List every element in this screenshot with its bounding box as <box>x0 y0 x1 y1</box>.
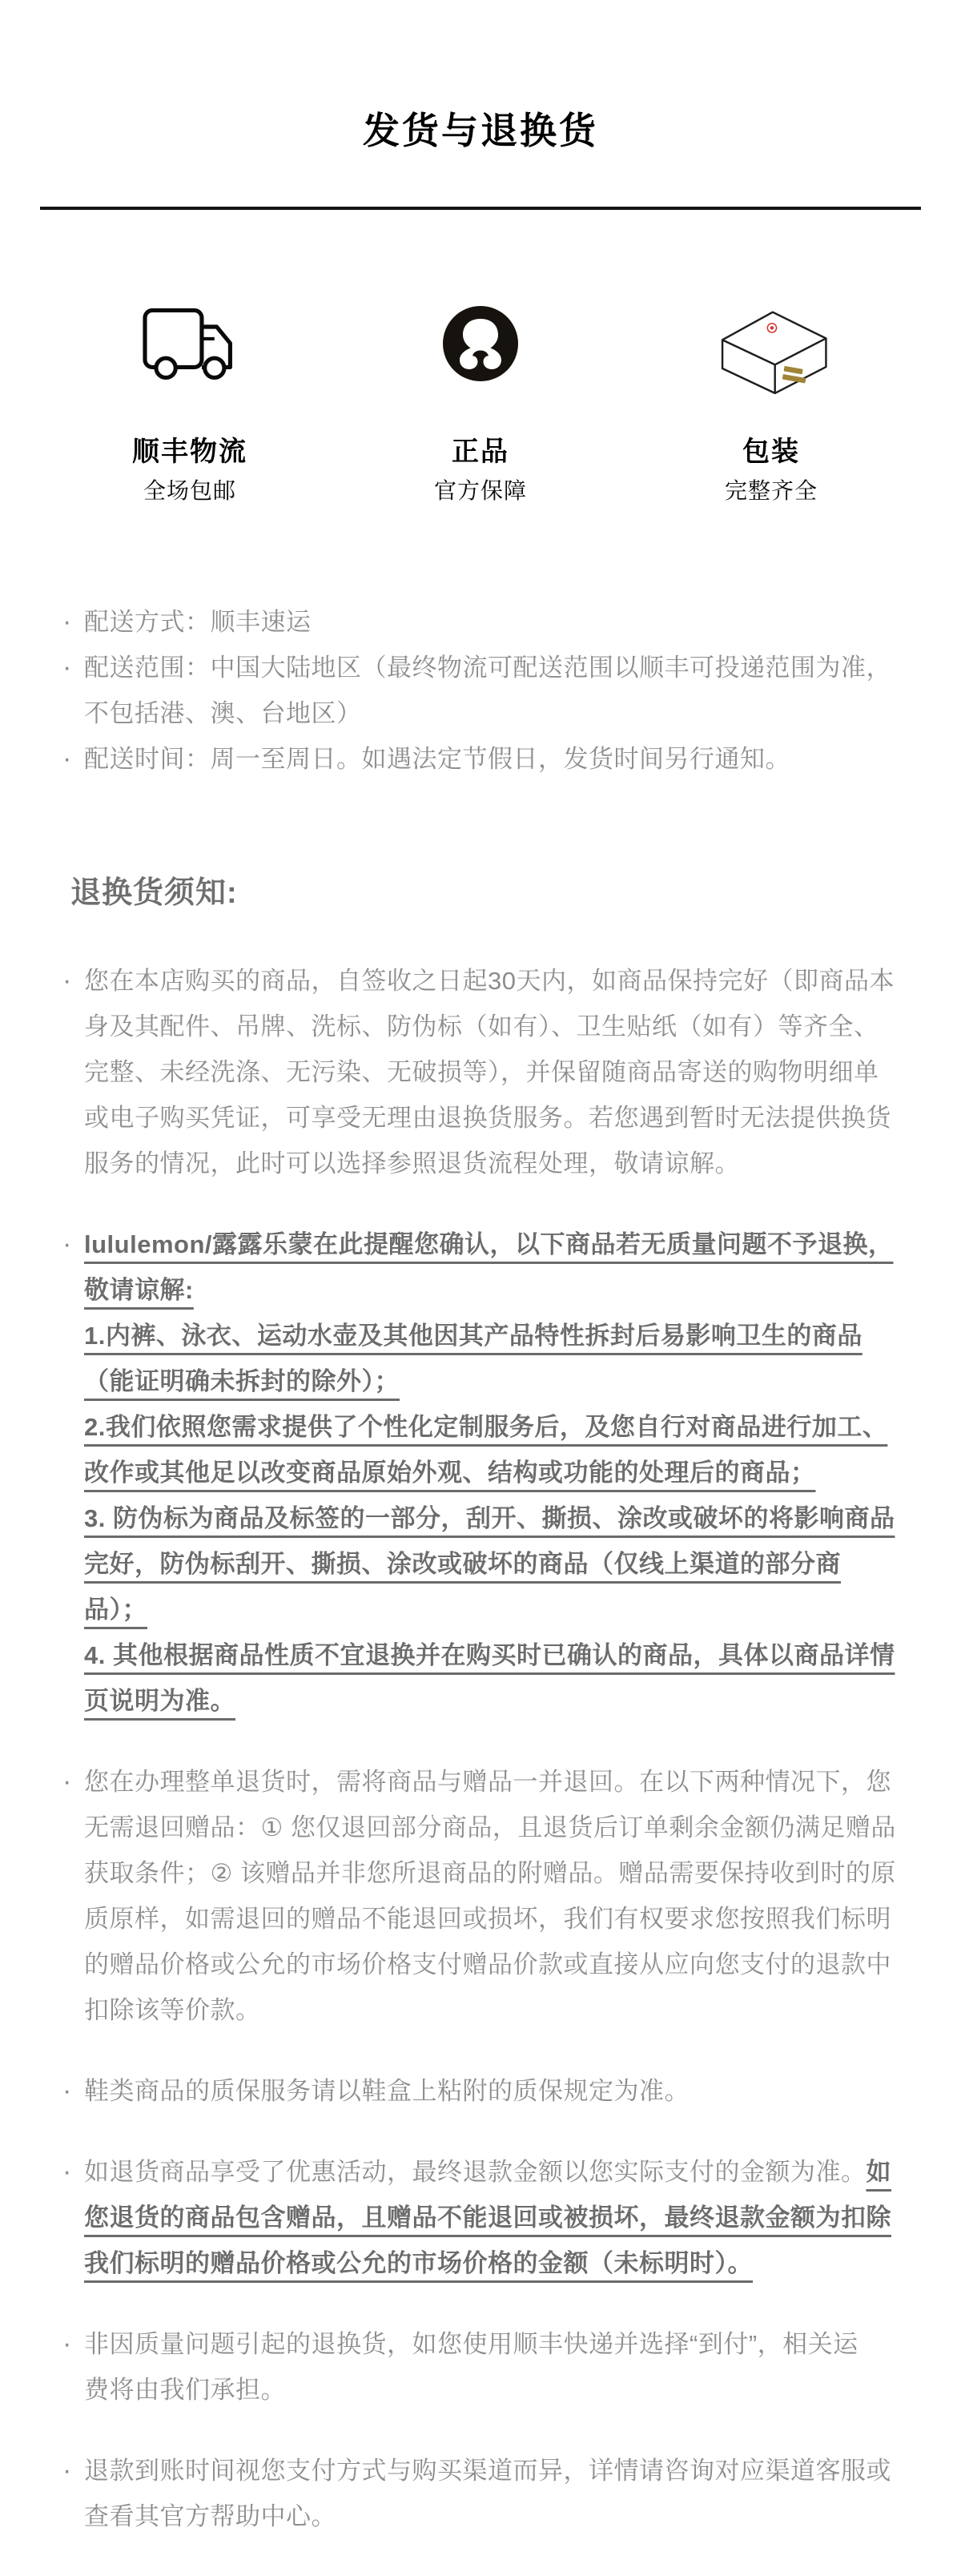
text-line <box>84 2321 929 2367</box>
text-line <box>84 1267 929 1313</box>
body-text: 身及其配件、吊牌、洗标、防伪标（如有）、卫生贴纸（如有）等齐全、 <box>84 1012 879 1040</box>
page-title: 发货与退换货 <box>363 110 598 151</box>
feature-sublabel: 全场包邮 <box>143 478 236 503</box>
truck-icon <box>137 304 243 383</box>
text-line <box>84 1587 929 1632</box>
bullet-dot: · <box>62 965 72 996</box>
list-item <box>62 599 929 645</box>
text-line <box>84 1541 929 1587</box>
bullet-dot: · <box>62 652 72 682</box>
feature-label: 顺丰物流 <box>132 437 247 467</box>
body-text: 质原样，如需退回的赠品不能退回或损坏，我们有权要求您按照我们标明 <box>84 1905 891 1933</box>
bullet-dot: · <box>62 2328 72 2359</box>
list-item <box>62 645 929 736</box>
text-line <box>84 2195 929 2240</box>
returns-policy-list <box>62 958 929 2539</box>
text-line <box>84 1358 929 1404</box>
shipping-info-list <box>62 599 929 782</box>
body-text: 您在本店购买的商品，自签收之日起30天内，如商品保持完好（即商品本 <box>84 967 895 995</box>
bullet-dot: · <box>62 2156 72 2187</box>
body-text: 退款到账时间视您支付方式与购买渠道而异，详情请咨询对应渠道客服或 <box>84 2457 891 2485</box>
bullet-dot: · <box>62 2075 72 2106</box>
body-text: 鞋类商品的质保服务请以鞋盒上粘附的质保规定为准。 <box>84 2077 690 2105</box>
list-item <box>62 2068 929 2114</box>
text-line <box>84 1942 929 1987</box>
text-line <box>84 2367 929 2413</box>
returns-heading: 退换货须知: <box>70 876 238 910</box>
feature-row <box>0 304 961 505</box>
bullet-dot: · <box>62 1229 72 1259</box>
text-line <box>84 2068 929 2114</box>
bullet-dot: · <box>62 743 72 774</box>
emphasized-text: 改作或其他足以改变商品原始外观、结构或功能的处理后的商品； <box>84 1459 816 1487</box>
emphasized-text: 如 <box>866 2158 891 2186</box>
text-line <box>84 599 929 645</box>
text-line <box>84 1404 929 1450</box>
list-item <box>62 2448 929 2539</box>
emphasized-text: 3. 防伪标为商品及标签的一部分，刮开、撕损、涂改或破坏的将影响商品 <box>84 1504 895 1532</box>
feature-label: 正品 <box>452 437 509 467</box>
emphasized-text: 您退货的商品包含赠品，且赠品不能退回或被损坏，最终退款金额为扣除 <box>84 2204 891 2232</box>
feature-sublabel: 官方保障 <box>433 478 527 503</box>
body-text: 非因质量问题引起的退换货，如您使用顺丰快递并选择“到付”，相关运 <box>84 2330 858 2358</box>
text-line <box>84 2149 929 2195</box>
lululemon-logo-icon <box>440 304 521 383</box>
text-line <box>84 1450 929 1495</box>
text-line <box>84 1049 929 1095</box>
emphasized-text: 品）； <box>84 1596 147 1624</box>
list-item <box>62 2149 929 2286</box>
text-line <box>84 1222 929 1267</box>
list-item <box>62 736 929 782</box>
feature-authentic <box>348 304 613 505</box>
text-line <box>84 1495 929 1541</box>
text-line <box>84 1896 929 1942</box>
body-text: 如退货商品享受了优惠活动，最终退款金额以您实际支付的金额为准。 <box>84 2158 867 2186</box>
feature-packaging <box>639 304 903 505</box>
text-line <box>84 958 929 1004</box>
bullet-dot: · <box>62 2455 72 2485</box>
body-text: 的赠品价格或公允的市场价格支付赠品价款或直接从应向您支付的退款中 <box>84 1950 891 1978</box>
package-box-icon <box>711 304 831 383</box>
emphasized-text: 页说明为准。 <box>84 1687 235 1715</box>
list-item <box>62 1222 929 1724</box>
body-text: 不包括港、澳、台地区） <box>84 699 362 727</box>
list-item <box>62 1759 929 2033</box>
feature-sf-logistics <box>58 304 322 505</box>
feature-sublabel: 完整齐全 <box>724 478 818 503</box>
text-line <box>84 1987 929 2033</box>
text-line <box>84 736 929 782</box>
text-line <box>84 1141 929 1186</box>
emphasized-text: 4. 其他根据商品性质不宜退换并在购买时已确认的商品，具体以商品详情 <box>84 1641 895 1669</box>
emphasized-text: 2.我们依照您需求提供了个性化定制服务后，及您自行对商品进行加工、 <box>84 1413 888 1441</box>
body-text: 配送方式：顺丰速运 <box>84 608 312 636</box>
list-item <box>62 2321 929 2413</box>
text-line <box>84 1759 929 1805</box>
text-line <box>84 645 929 690</box>
body-text: 或电子购买凭证，可享受无理由退换货服务。若您遇到暂时无法提供换货 <box>84 1104 891 1132</box>
emphasized-text: （能证明确未拆封的除外）； <box>84 1367 400 1395</box>
text-line <box>84 2448 929 2493</box>
feature-label: 包装 <box>742 437 800 467</box>
text-line <box>84 1095 929 1141</box>
body-text: 您在办理整单退货时，需将商品与赠品一并退回。在以下两种情况下，您 <box>84 1768 891 1796</box>
emphasized-text: lululemon/露露乐蒙在此提醒您确认，以下商品若无质量问题不予退换， <box>84 1230 894 1258</box>
body-text: 服务的情况，此时可以选择参照退货流程处理，敬请谅解。 <box>84 1149 740 1177</box>
emphasized-text: 我们标明的赠品价格或公允的市场价格的金额（未标明时）。 <box>84 2249 753 2277</box>
title-divider <box>40 207 921 210</box>
text-line <box>84 2493 929 2539</box>
emphasized-text: 敬请谅解: <box>84 1276 194 1304</box>
body-text: 扣除该等价款。 <box>84 1996 261 2024</box>
text-line <box>84 1850 929 1896</box>
body-text: 查看其官方帮助中心。 <box>84 2502 336 2530</box>
text-line <box>84 1313 929 1358</box>
text-line <box>84 1805 929 1850</box>
emphasized-text: 完好，防伪标刮开、撕损、涂改或破坏的商品（仅线上渠道的部分商 <box>84 1550 841 1578</box>
body-text: 无需退回赠品：① 您仅退回部分商品，且退货后订单剩余金额仍满足赠品 <box>84 1813 896 1841</box>
text-line <box>84 1004 929 1049</box>
emphasized-text: 1.内裤、泳衣、运动水壶及其他因其产品特性拆封后易影响卫生的商品 <box>84 1322 862 1350</box>
text-line <box>84 1632 929 1678</box>
body-text: 费将由我们承担。 <box>84 2376 286 2404</box>
bullet-dot: · <box>62 606 72 637</box>
body-text: 完整、未经洗涤、无污染、无破损等），并保留随商品寄送的购物明细单 <box>84 1058 879 1086</box>
list-item <box>62 958 929 1186</box>
text-line <box>84 1678 929 1724</box>
body-text: 配送时间：周一至周日。如遇法定节假日，发货时间另行通知。 <box>84 745 790 773</box>
body-text: 配送范围：中国大陆地区（最终物流可配送范围以顺丰可投递范围为准， <box>84 654 891 682</box>
text-line <box>84 2240 929 2286</box>
bullet-dot: · <box>62 1766 72 1797</box>
text-line <box>84 690 929 736</box>
body-text: 获取条件；② 该赠品并非您所退商品的附赠品。赠品需要保持收到时的原 <box>84 1859 896 1887</box>
